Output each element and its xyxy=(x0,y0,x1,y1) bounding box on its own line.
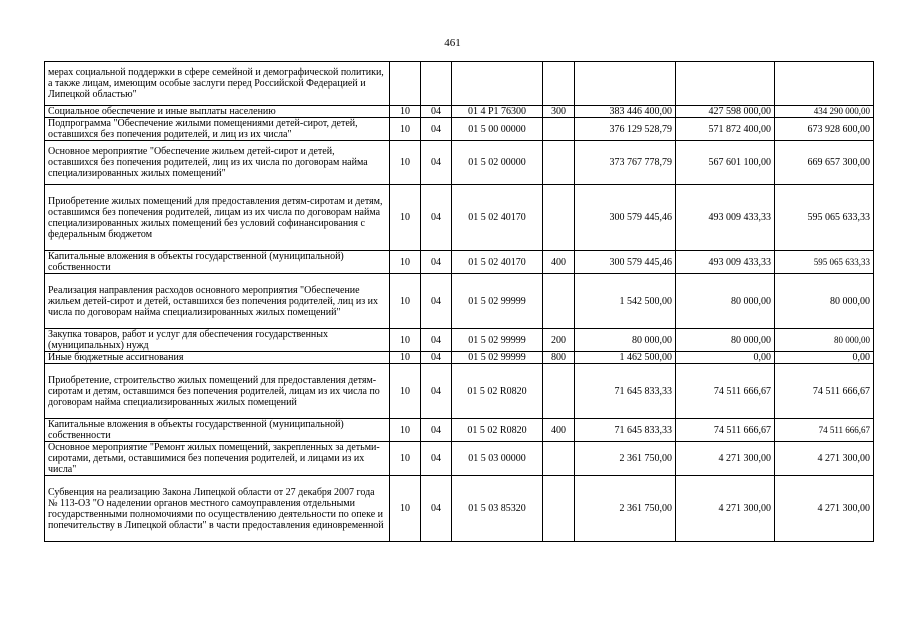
table-row xyxy=(45,364,874,419)
expense-type-code xyxy=(543,118,575,141)
table-row xyxy=(45,442,874,476)
table-row xyxy=(45,118,874,141)
target-article-code: 01 5 02 40170 xyxy=(452,251,543,274)
row-name: Субвенция на реализацию Закона Липецкой области от 27 декабря 2007 года № 113-ОЗ "О наделении органов местного самоуправления отдельными государственными полномочиями по осуществлению деятельности по опеке и попечительству в Липецкой области" в части предоставления единовременной xyxy=(45,476,390,542)
row-name: мерах социальной поддержки в сфере семейной и демографической политики, а также лицам, имеющим особые заслуги перед Российской Федерацией и Липецкой областью" xyxy=(45,62,390,106)
row-name: Социальное обеспечение и иные выплаты населению xyxy=(45,106,390,118)
amount-year-1: 383 446 400,00 xyxy=(575,106,676,118)
subsection-code: 04 xyxy=(421,329,452,352)
expense-type-code xyxy=(543,274,575,329)
amount-year-3: 595 065 633,33 xyxy=(775,251,874,274)
amount-year-3: 74 511 666,67 xyxy=(775,364,874,419)
subsection-code: 04 xyxy=(421,106,452,118)
table-row xyxy=(45,476,874,542)
amount-year-2: 493 009 433,33 xyxy=(676,185,775,251)
amount-year-3: 673 928 600,00 xyxy=(775,118,874,141)
amount-year-1: 376 129 528,79 xyxy=(575,118,676,141)
subsection-code xyxy=(421,62,452,106)
expense-type-code: 800 xyxy=(543,352,575,364)
amount-year-3: 595 065 633,33 xyxy=(775,185,874,251)
section-code: 10 xyxy=(390,141,421,185)
target-article-code: 01 5 02 00000 xyxy=(452,141,543,185)
target-article-code: 01 5 02 99999 xyxy=(452,274,543,329)
amount-year-3: 74 511 666,67 xyxy=(775,419,874,442)
target-article-code: 01 5 02 40170 xyxy=(452,185,543,251)
section-code: 10 xyxy=(390,352,421,364)
row-name: Основное мероприятие "Обеспечение жильем детей-сирот и детей, оставшихся без попечения родителей, лиц из их числа по договорам найма специализированных жилых помещений" xyxy=(45,141,390,185)
subsection-code: 04 xyxy=(421,442,452,476)
row-name: Приобретение жилых помещений для предоставления детям-сиротам и детям, оставшимся без попечения родителей, лицам из их числа по договорам найма специализированных жилых помещений без условий софинансирования с федеральным бюджетом xyxy=(45,185,390,251)
amount-year-2: 427 598 000,00 xyxy=(676,106,775,118)
amount-year-1: 1 542 500,00 xyxy=(575,274,676,329)
target-article-code xyxy=(452,62,543,106)
subsection-code: 04 xyxy=(421,364,452,419)
amount-year-2: 571 872 400,00 xyxy=(676,118,775,141)
row-name: Реализация направления расходов основного мероприятия "Обеспечение жильем детей-сирот и детей, оставшихся без попечения родителей, лиц из их числа по договорам найма специализированных жилых помещений" xyxy=(45,274,390,329)
row-name: Подпрограмма "Обеспечение жилыми помещениями детей-сирот, детей, оставшихся без попечения родителей, и лиц из их числа" xyxy=(45,118,390,141)
amount-year-3: 4 271 300,00 xyxy=(775,442,874,476)
amount-year-2: 74 511 666,67 xyxy=(676,364,775,419)
target-article-code: 01 4 P1 76300 xyxy=(452,106,543,118)
table-row xyxy=(45,62,874,106)
amount-year-2: 4 271 300,00 xyxy=(676,476,775,542)
table-row xyxy=(45,185,874,251)
expense-type-code: 200 xyxy=(543,329,575,352)
target-article-code: 01 5 03 85320 xyxy=(452,476,543,542)
section-code: 10 xyxy=(390,419,421,442)
amount-year-2: 74 511 666,67 xyxy=(676,419,775,442)
amount-year-1: 2 361 750,00 xyxy=(575,442,676,476)
subsection-code: 04 xyxy=(421,352,452,364)
subsection-code: 04 xyxy=(421,185,452,251)
expense-type-code xyxy=(543,185,575,251)
section-code: 10 xyxy=(390,106,421,118)
subsection-code: 04 xyxy=(421,274,452,329)
amount-year-2: 0,00 xyxy=(676,352,775,364)
amount-year-1: 2 361 750,00 xyxy=(575,476,676,542)
expense-type-code xyxy=(543,476,575,542)
expense-type-code xyxy=(543,141,575,185)
amount-year-1: 373 767 778,79 xyxy=(575,141,676,185)
section-code: 10 xyxy=(390,118,421,141)
target-article-code: 01 5 02 R0820 xyxy=(452,419,543,442)
amount-year-1 xyxy=(575,62,676,106)
target-article-code: 01 5 03 00000 xyxy=(452,442,543,476)
section-code: 10 xyxy=(390,476,421,542)
subsection-code: 04 xyxy=(421,476,452,542)
section-code: 10 xyxy=(390,442,421,476)
expense-type-code: 400 xyxy=(543,419,575,442)
page-number: 461 xyxy=(444,37,461,49)
expense-type-code xyxy=(543,364,575,419)
amount-year-2: 80 000,00 xyxy=(676,329,775,352)
amount-year-1: 80 000,00 xyxy=(575,329,676,352)
section-code: 10 xyxy=(390,329,421,352)
row-name: Иные бюджетные ассигнования xyxy=(45,352,390,364)
amount-year-1: 300 579 445,46 xyxy=(575,251,676,274)
amount-year-3: 434 290 000,00 xyxy=(775,106,874,118)
amount-year-3 xyxy=(775,62,874,106)
section-code: 10 xyxy=(390,274,421,329)
row-name: Закупка товаров, работ и услуг для обеспечения государственных (муниципальных) нужд xyxy=(45,329,390,352)
amount-year-3: 669 657 300,00 xyxy=(775,141,874,185)
expense-type-code xyxy=(543,62,575,106)
expense-type-code: 400 xyxy=(543,251,575,274)
subsection-code: 04 xyxy=(421,419,452,442)
target-article-code: 01 5 02 R0820 xyxy=(452,364,543,419)
row-name: Основное мероприятие "Ремонт жилых помещений, закрепленных за детьми-сиротами, детьми, оставшимися без попечения родителей, и лицами из их числа" xyxy=(45,442,390,476)
target-article-code: 01 5 02 99999 xyxy=(452,329,543,352)
amount-year-2: 4 271 300,00 xyxy=(676,442,775,476)
amount-year-2: 80 000,00 xyxy=(676,274,775,329)
table-row xyxy=(45,329,874,352)
row-name: Капитальные вложения в объекты государственной (муниципальной) собственности xyxy=(45,251,390,274)
amount-year-3: 80 000,00 xyxy=(775,329,874,352)
amount-year-1: 1 462 500,00 xyxy=(575,352,676,364)
table-row xyxy=(45,141,874,185)
target-article-code: 01 5 00 00000 xyxy=(452,118,543,141)
table-row xyxy=(45,274,874,329)
table-row xyxy=(45,419,874,442)
subsection-code: 04 xyxy=(421,251,452,274)
amount-year-3: 4 271 300,00 xyxy=(775,476,874,542)
amount-year-3: 0,00 xyxy=(775,352,874,364)
amount-year-1: 71 645 833,33 xyxy=(575,364,676,419)
section-code: 10 xyxy=(390,185,421,251)
amount-year-2 xyxy=(676,62,775,106)
expense-type-code: 300 xyxy=(543,106,575,118)
row-name: Капитальные вложения в объекты государственной (муниципальной) собственности xyxy=(45,419,390,442)
section-code: 10 xyxy=(390,251,421,274)
amount-year-2: 493 009 433,33 xyxy=(676,251,775,274)
section-code xyxy=(390,62,421,106)
target-article-code: 01 5 02 99999 xyxy=(452,352,543,364)
table-row xyxy=(45,352,874,364)
expense-type-code xyxy=(543,442,575,476)
subsection-code: 04 xyxy=(421,141,452,185)
section-code: 10 xyxy=(390,364,421,419)
amount-year-1: 71 645 833,33 xyxy=(575,419,676,442)
row-name: Приобретение, строительство жилых помещений для предоставления детям-сиротам и детям, оставшимся без попечения родителей, лицам из их числа по договорам найма специализированных жилых помещений xyxy=(45,364,390,419)
subsection-code: 04 xyxy=(421,118,452,141)
amount-year-2: 567 601 100,00 xyxy=(676,141,775,185)
table-row xyxy=(45,106,874,118)
budget-table xyxy=(44,61,874,542)
table-row xyxy=(45,251,874,274)
amount-year-1: 300 579 445,46 xyxy=(575,185,676,251)
amount-year-3: 80 000,00 xyxy=(775,274,874,329)
